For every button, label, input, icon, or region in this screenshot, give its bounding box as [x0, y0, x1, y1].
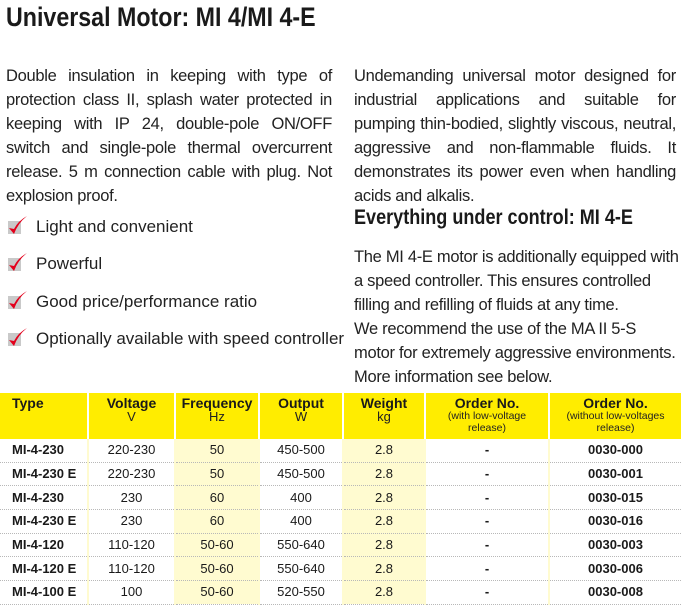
table-cell: MI-4-120	[0, 533, 88, 557]
column-header-order-without-release: Order No. (without low-voltages release)	[549, 393, 681, 439]
table-cell: 2.8	[343, 439, 425, 462]
table-cell: 2.8	[343, 581, 425, 605]
table-cell: 0030-015	[549, 486, 681, 510]
speed-control-paragraph: The MI 4-E motor is additionally equipped with a speed controller. This ensures controlled filling and refilling of fluids at any time.	[354, 248, 679, 314]
table-cell: 110-120	[88, 557, 175, 581]
table-cell: 50-60	[175, 533, 259, 557]
table-row	[0, 439, 681, 462]
table-row	[0, 462, 681, 486]
checkmark-icon	[6, 215, 28, 239]
table-cell: 0030-008	[549, 581, 681, 605]
feature-label: Powerful	[36, 254, 103, 274]
table-cell: 110-120	[88, 533, 175, 557]
table-row	[0, 533, 681, 557]
table-cell: -	[425, 486, 549, 510]
column-header-order-with-release: Order No. (with low-voltage release)	[425, 393, 549, 439]
feature-label: Optionally available with speed controller	[36, 329, 345, 349]
table-cell: MI-4-100 E	[0, 581, 88, 605]
table-cell: -	[425, 462, 549, 486]
table-cell: 50	[175, 439, 259, 462]
column-header-type: Type	[0, 393, 88, 439]
table-cell: -	[425, 557, 549, 581]
feature-item	[6, 283, 344, 321]
checkmark-icon	[6, 290, 28, 314]
page-title: Universal Motor: MI 4/MI 4-E	[6, 2, 316, 32]
table-cell: 60	[175, 486, 259, 510]
table-cell: 230	[88, 510, 175, 534]
spec-table	[0, 393, 681, 605]
table-cell: 0030-003	[549, 533, 681, 557]
feature-label: Light and convenient	[36, 216, 193, 236]
table-cell: 2.8	[343, 557, 425, 581]
table-row	[0, 510, 681, 534]
column-header-voltage: Voltage V	[88, 393, 175, 439]
table-cell: 60	[175, 510, 259, 534]
table-cell: 520-550	[259, 581, 343, 605]
table-cell: -	[425, 510, 549, 534]
feature-item	[6, 321, 344, 359]
table-cell: MI-4-230 E	[0, 510, 88, 534]
checkmark-icon	[6, 252, 28, 276]
table-cell: 100	[88, 581, 175, 605]
table-cell: 220-230	[88, 439, 175, 462]
table-cell: -	[425, 581, 549, 605]
feature-item	[6, 246, 344, 284]
column-header-frequency: Frequency Hz	[175, 393, 259, 439]
table-cell: MI-4-230 E	[0, 462, 88, 486]
feature-list	[6, 208, 344, 358]
table-cell: 550-640	[259, 557, 343, 581]
table-cell: 450-500	[259, 462, 343, 486]
feature-label: Good price/performance ratio	[36, 291, 258, 311]
table-cell: 220-230	[88, 462, 175, 486]
table-cell: MI-4-120 E	[0, 557, 88, 581]
recommendation-paragraph: We recommend the use of the MA II 5-S motor for extremely aggressive environments.	[354, 320, 676, 362]
column-header-output: Output W	[259, 393, 343, 439]
motor-description: Double insulation in keeping with type of protection class II, splash water protected in keeping with IP 24, double-pole ON/OFF switch and single-pole thermal overcurrent release. 5 m connection cable with plug. Not explosion proof.	[6, 67, 332, 205]
table-cell: 50-60	[175, 557, 259, 581]
table-cell: 0030-000	[549, 439, 681, 462]
table-cell: 400	[259, 510, 343, 534]
table-cell: 230	[88, 486, 175, 510]
more-info-text: More information see below.	[354, 368, 553, 386]
table-cell: 2.8	[343, 533, 425, 557]
table-cell: 0030-001	[549, 462, 681, 486]
checkmark-icon	[6, 327, 28, 351]
column-header-weight: Weight kg	[343, 393, 425, 439]
table-header-row	[0, 393, 681, 439]
table-cell: 2.8	[343, 510, 425, 534]
table-cell: 50	[175, 462, 259, 486]
speed-control-text	[354, 245, 680, 389]
table-cell: MI-4-230	[0, 439, 88, 462]
table-row	[0, 581, 681, 605]
table-cell: 50-60	[175, 581, 259, 605]
motor-application-text: Undemanding universal motor designed for industrial applications and suitable for pumping thin-bodied, slightly viscous, neutral, aggressive and non-flammable fluids. It demonstrates its power even when handling acids and alkalis.	[354, 67, 676, 205]
table-cell: -	[425, 439, 549, 462]
table-row	[0, 557, 681, 581]
table-cell: 2.8	[343, 462, 425, 486]
table-cell: 2.8	[343, 486, 425, 510]
table-cell: 0030-006	[549, 557, 681, 581]
table-cell: 400	[259, 486, 343, 510]
table-cell: 550-640	[259, 533, 343, 557]
section-heading: Everything under control: MI 4-E	[354, 206, 633, 229]
table-cell: MI-4-230	[0, 486, 88, 510]
table-cell: 0030-016	[549, 510, 681, 534]
feature-item	[6, 208, 344, 246]
table-cell: -	[425, 533, 549, 557]
table-cell: 450-500	[259, 439, 343, 462]
table-row	[0, 486, 681, 510]
